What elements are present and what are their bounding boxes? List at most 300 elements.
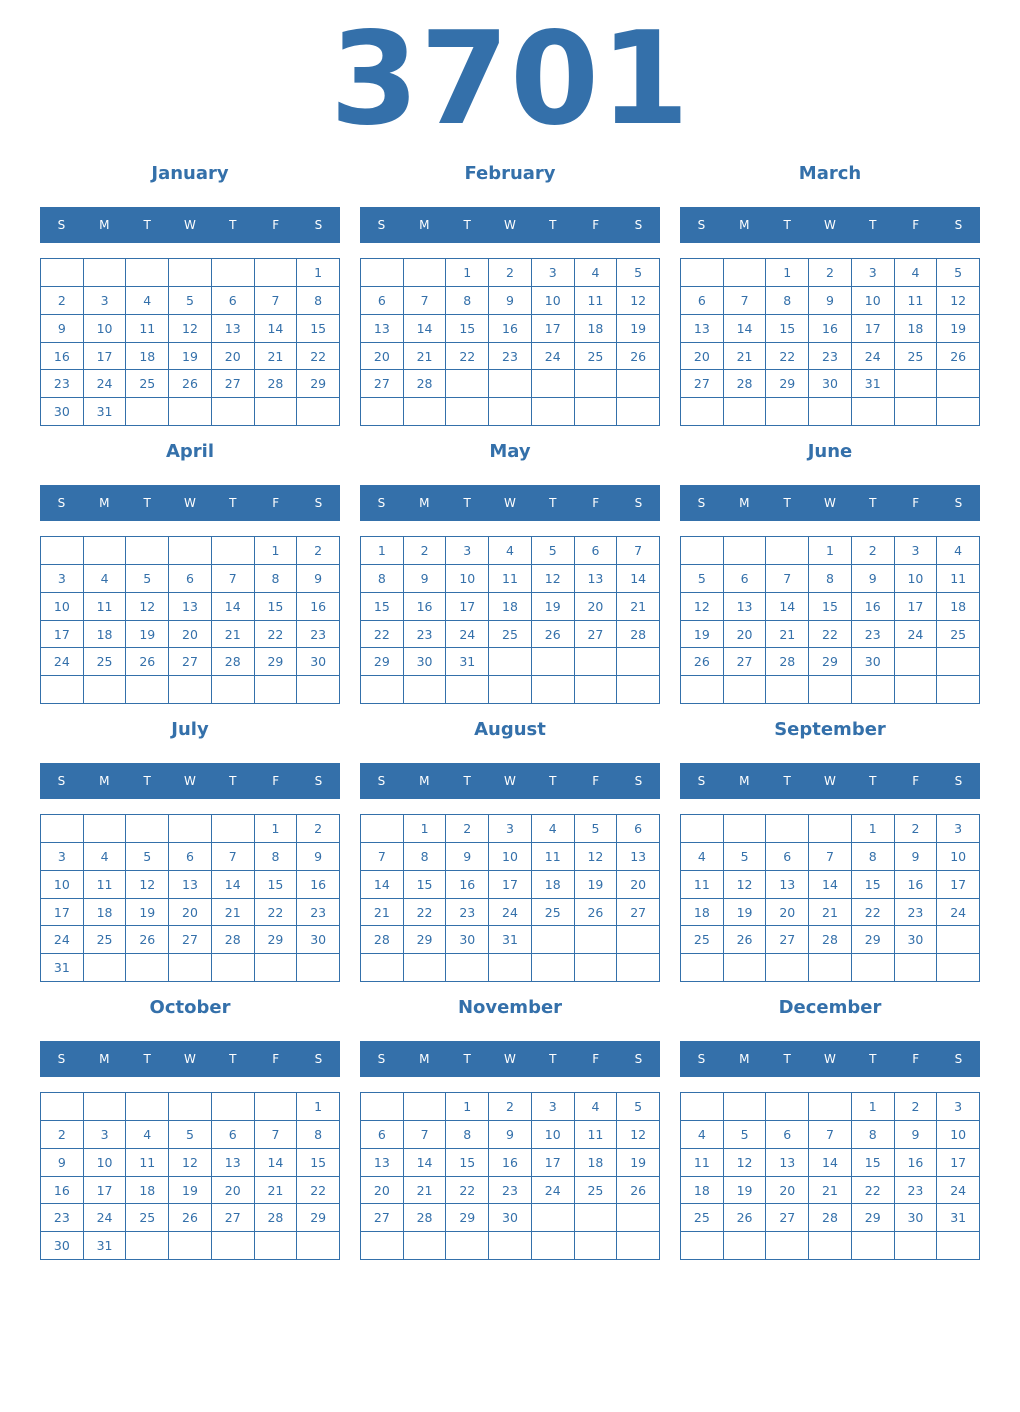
empty-day-cell [575,1232,618,1260]
empty-day-cell [404,398,447,426]
day-cell: 28 [255,370,298,398]
weekday-label: M [99,774,110,788]
day-cell: 3 [895,537,938,565]
empty-day-cell [766,676,809,704]
empty-day-cell [212,259,255,287]
day-cell: 28 [212,648,255,676]
day-cell: 7 [361,843,404,871]
day-cell: 15 [361,593,404,621]
weekday-label: F [912,1052,920,1066]
empty-day-cell [766,815,809,843]
day-cell: 28 [255,1204,298,1232]
empty-day-cell [404,954,447,982]
day-cell: 31 [41,954,84,982]
day-cell: 20 [212,343,255,371]
day-cell: 5 [617,259,660,287]
weekday-label: S [697,1052,706,1066]
day-cell: 6 [766,1121,809,1149]
weekday-label: S [57,1052,66,1066]
day-cell: 8 [361,565,404,593]
day-cell: 5 [126,843,169,871]
weekday-label: S [57,496,66,510]
day-cell: 27 [681,370,724,398]
day-cell: 30 [852,648,895,676]
day-cell: 28 [212,926,255,954]
day-cell: 27 [212,370,255,398]
empty-day-cell [169,1093,212,1121]
day-cell: 23 [809,343,852,371]
empty-day-cell [255,1232,298,1260]
day-cell: 15 [766,315,809,343]
empty-day-cell [852,1232,895,1260]
empty-day-cell [126,676,169,704]
day-cell: 6 [681,287,724,315]
day-cell: 3 [532,259,575,287]
day-cell: 23 [489,1177,532,1205]
empty-day-cell [212,537,255,565]
day-cell: 9 [895,1121,938,1149]
day-cell: 23 [297,899,340,927]
weekday-label: T [549,1052,557,1066]
day-cell: 13 [361,1149,404,1177]
weekday-label: S [57,774,66,788]
day-cell: 9 [404,565,447,593]
day-cell: 22 [255,621,298,649]
day-cell: 10 [937,843,980,871]
day-cell: 28 [724,370,767,398]
day-cell: 11 [126,1149,169,1177]
day-cell: 11 [126,315,169,343]
day-cell: 13 [766,871,809,899]
day-cell: 23 [297,621,340,649]
day-cell: 1 [852,815,895,843]
day-cell: 4 [895,259,938,287]
weekday-label: T [463,1052,471,1066]
day-cell: 8 [446,1121,489,1149]
empty-day-cell [404,259,447,287]
day-cell: 8 [255,565,298,593]
day-cell: 10 [41,593,84,621]
empty-day-cell [895,1232,938,1260]
empty-day-cell [895,648,938,676]
day-cell: 4 [489,537,532,565]
day-cell: 4 [681,1121,724,1149]
day-cell: 25 [126,370,169,398]
day-cell: 3 [446,537,489,565]
year-title: 3701 [329,5,691,154]
empty-day-cell [126,259,169,287]
weekday-label: T [869,1052,877,1066]
weekday-label: F [912,496,920,510]
empty-day-cell [575,676,618,704]
day-cell: 14 [617,565,660,593]
empty-day-cell [532,676,575,704]
day-cell: 11 [681,1149,724,1177]
day-cell: 25 [84,926,127,954]
weekday-label: S [634,496,643,510]
day-cell: 18 [489,593,532,621]
weekday-label: W [184,774,196,788]
day-cell: 4 [937,537,980,565]
day-cell: 23 [489,343,532,371]
day-cell: 15 [446,1149,489,1177]
day-cell: 19 [575,871,618,899]
weekday-label: F [592,1052,600,1066]
month-name: October [149,997,231,1018]
day-cell: 21 [766,621,809,649]
day-cell: 5 [169,1121,212,1149]
empty-day-cell [532,1204,575,1232]
empty-day-cell [766,537,809,565]
day-cell: 29 [297,1204,340,1232]
empty-day-cell [446,398,489,426]
day-cell: 7 [766,565,809,593]
day-cell: 20 [361,1177,404,1205]
day-cell: 16 [895,1149,938,1177]
day-cell: 14 [404,1149,447,1177]
day-cell: 14 [255,315,298,343]
day-grid [680,258,980,426]
empty-day-cell [617,926,660,954]
day-cell: 18 [532,871,575,899]
day-cell: 21 [212,621,255,649]
empty-day-cell [169,954,212,982]
empty-day-cell [617,954,660,982]
day-cell: 21 [404,1177,447,1205]
weekday-label: S [954,496,963,510]
day-cell: 17 [895,593,938,621]
day-cell: 29 [852,926,895,954]
day-cell: 29 [255,648,298,676]
day-cell: 24 [852,343,895,371]
day-cell: 26 [937,343,980,371]
day-cell: 9 [41,315,84,343]
weekday-label: T [783,218,791,232]
day-cell: 1 [852,1093,895,1121]
day-cell: 4 [575,259,618,287]
weekday-label: W [504,496,516,510]
empty-day-cell [895,370,938,398]
day-cell: 8 [297,1121,340,1149]
day-cell: 25 [895,343,938,371]
weekday-label: M [739,218,750,232]
day-cell: 31 [937,1204,980,1232]
day-cell: 20 [575,593,618,621]
day-cell: 24 [489,899,532,927]
day-cell: 4 [84,843,127,871]
day-cell: 8 [852,843,895,871]
empty-day-cell [84,537,127,565]
empty-day-cell [489,398,532,426]
day-cell: 3 [937,1093,980,1121]
day-cell: 3 [41,565,84,593]
day-cell: 22 [297,343,340,371]
empty-day-cell [404,1232,447,1260]
day-cell: 8 [766,287,809,315]
empty-day-cell [681,398,724,426]
day-cell: 20 [766,1177,809,1205]
empty-day-cell [532,926,575,954]
day-cell: 2 [404,537,447,565]
day-cell: 22 [446,343,489,371]
weekday-label: S [634,1052,643,1066]
day-cell: 29 [297,370,340,398]
empty-day-cell [724,1093,767,1121]
day-cell: 21 [617,593,660,621]
empty-day-cell [617,1204,660,1232]
day-cell: 28 [361,926,404,954]
day-cell: 24 [895,621,938,649]
day-cell: 24 [532,343,575,371]
weekday-label: M [99,1052,110,1066]
empty-day-cell [724,1232,767,1260]
empty-day-cell [575,1204,618,1232]
empty-day-cell [446,676,489,704]
day-cell: 18 [937,593,980,621]
month-name: April [165,441,215,462]
day-cell: 10 [84,315,127,343]
day-cell: 15 [255,871,298,899]
weekday-label: S [377,496,386,510]
day-cell: 19 [126,899,169,927]
empty-day-cell [575,398,618,426]
day-cell: 15 [404,871,447,899]
day-cell: 2 [809,259,852,287]
weekday-label: S [697,218,706,232]
day-cell: 6 [575,537,618,565]
empty-day-cell [852,954,895,982]
day-cell: 12 [575,843,618,871]
day-cell: 6 [169,565,212,593]
day-cell: 9 [446,843,489,871]
day-grid [360,536,660,704]
day-cell: 14 [766,593,809,621]
empty-day-cell [212,954,255,982]
empty-day-cell [937,370,980,398]
day-cell: 2 [41,287,84,315]
weekday-label: M [419,496,430,510]
day-cell: 13 [681,315,724,343]
day-cell: 11 [84,871,127,899]
empty-day-cell [169,1232,212,1260]
day-cell: 8 [255,843,298,871]
weekday-label: W [504,1052,516,1066]
day-cell: 25 [937,621,980,649]
day-cell: 10 [446,565,489,593]
day-cell: 20 [617,871,660,899]
day-cell: 16 [297,593,340,621]
weekday-label: S [634,218,643,232]
empty-day-cell [681,537,724,565]
day-cell: 23 [404,621,447,649]
empty-day-cell [724,259,767,287]
day-cell: 15 [297,1149,340,1177]
day-cell: 8 [297,287,340,315]
day-cell: 28 [809,926,852,954]
day-cell: 9 [41,1149,84,1177]
day-cell: 21 [212,899,255,927]
weekday-label: T [143,1052,151,1066]
weekday-label: W [184,496,196,510]
weekday-label: S [314,774,323,788]
empty-day-cell [532,954,575,982]
empty-day-cell [809,1093,852,1121]
day-cell: 17 [84,1177,127,1205]
empty-day-cell [255,676,298,704]
day-grid [40,1092,340,1260]
empty-day-cell [126,537,169,565]
empty-day-cell [446,954,489,982]
day-cell: 13 [169,871,212,899]
empty-day-cell [895,954,938,982]
day-cell: 1 [297,259,340,287]
day-cell: 2 [895,1093,938,1121]
day-cell: 7 [809,1121,852,1149]
day-grid [360,814,660,982]
day-cell: 6 [212,287,255,315]
day-cell: 31 [446,648,489,676]
day-cell: 25 [489,621,532,649]
weekday-label: F [272,1052,280,1066]
day-cell: 16 [41,343,84,371]
day-cell: 2 [489,1093,532,1121]
month-name: February [464,163,556,184]
day-cell: 1 [361,537,404,565]
month-name: December [778,997,882,1018]
empty-day-cell [212,1232,255,1260]
month-name: January [151,163,229,184]
day-cell: 18 [681,899,724,927]
weekday-label: F [592,218,600,232]
day-cell: 26 [169,370,212,398]
weekday-label: M [739,496,750,510]
day-cell: 13 [212,315,255,343]
day-cell: 20 [361,343,404,371]
weekday-label: F [592,774,600,788]
day-cell: 19 [937,315,980,343]
weekday-label: F [592,496,600,510]
day-cell: 3 [532,1093,575,1121]
day-cell: 7 [212,565,255,593]
empty-day-cell [617,648,660,676]
day-cell: 12 [617,287,660,315]
day-cell: 17 [84,343,127,371]
weekday-label: T [549,774,557,788]
day-cell: 24 [41,648,84,676]
day-cell: 29 [361,648,404,676]
weekday-label: T [549,496,557,510]
day-cell: 24 [446,621,489,649]
day-cell: 11 [937,565,980,593]
day-cell: 30 [446,926,489,954]
day-cell: 6 [212,1121,255,1149]
day-cell: 8 [404,843,447,871]
day-cell: 17 [852,315,895,343]
empty-day-cell [361,259,404,287]
month-name: September [774,719,886,740]
weekday-label: T [229,496,237,510]
empty-day-cell [169,259,212,287]
day-cell: 7 [255,287,298,315]
day-cell: 13 [724,593,767,621]
empty-day-cell [169,676,212,704]
day-cell: 30 [809,370,852,398]
day-cell: 10 [937,1121,980,1149]
day-cell: 12 [681,593,724,621]
day-cell: 17 [489,871,532,899]
weekday-label: S [314,1052,323,1066]
day-cell: 11 [489,565,532,593]
day-cell: 8 [809,565,852,593]
day-cell: 12 [126,871,169,899]
day-cell: 25 [681,926,724,954]
weekday-label: W [504,218,516,232]
day-cell: 29 [255,926,298,954]
day-cell: 15 [852,1149,895,1177]
weekday-label: T [869,774,877,788]
day-cell: 13 [617,843,660,871]
day-cell: 30 [297,926,340,954]
day-cell: 24 [84,1204,127,1232]
day-cell: 5 [681,565,724,593]
day-cell: 14 [255,1149,298,1177]
day-cell: 1 [404,815,447,843]
day-cell: 27 [766,926,809,954]
empty-day-cell [41,1093,84,1121]
weekday-label: S [634,774,643,788]
day-cell: 18 [126,1177,169,1205]
day-cell: 18 [84,621,127,649]
empty-day-cell [361,815,404,843]
empty-day-cell [809,1232,852,1260]
empty-day-cell [169,815,212,843]
empty-day-cell [446,370,489,398]
day-cell: 26 [617,343,660,371]
day-cell: 31 [84,1232,127,1260]
day-cell: 12 [532,565,575,593]
empty-day-cell [724,954,767,982]
day-cell: 14 [212,871,255,899]
day-cell: 31 [489,926,532,954]
day-cell: 30 [404,648,447,676]
day-cell: 16 [895,871,938,899]
weekday-header [40,763,340,799]
weekday-label: S [377,218,386,232]
empty-day-cell [681,676,724,704]
day-cell: 9 [852,565,895,593]
month-name: May [489,441,531,462]
day-grid [40,536,340,704]
weekday-label: M [419,1052,430,1066]
day-cell: 10 [41,871,84,899]
weekday-label: T [549,218,557,232]
empty-day-cell [724,676,767,704]
empty-day-cell [126,954,169,982]
weekday-label: F [272,218,280,232]
day-cell: 20 [212,1177,255,1205]
day-cell: 26 [724,1204,767,1232]
weekday-label: S [377,774,386,788]
weekday-label: S [954,774,963,788]
empty-day-cell [681,259,724,287]
day-cell: 31 [84,398,127,426]
day-cell: 6 [169,843,212,871]
day-cell: 18 [895,315,938,343]
day-cell: 25 [126,1204,169,1232]
day-cell: 6 [766,843,809,871]
day-cell: 2 [852,537,895,565]
weekday-label: M [739,774,750,788]
